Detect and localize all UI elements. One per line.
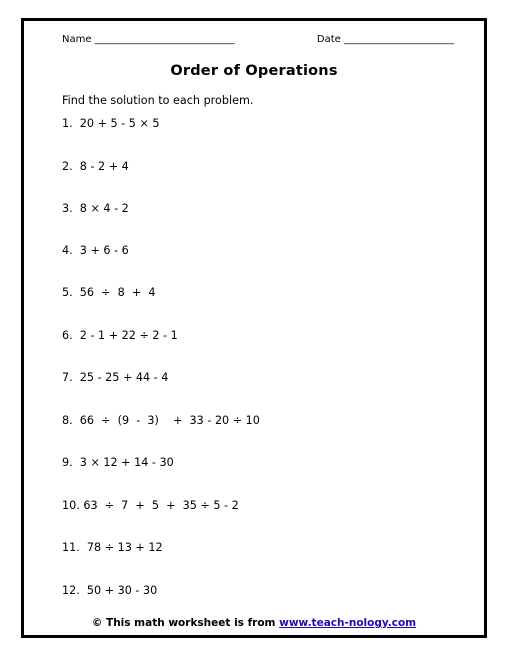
name-field: Name ____________________________: [62, 34, 235, 45]
problem-1: 1. 20 + 5 - 5 × 5: [62, 117, 160, 130]
problem-5: 5. 56 ÷ 8 + 4: [62, 286, 156, 299]
problem-9: 9. 3 × 12 + 14 - 30: [62, 456, 174, 469]
problem-11: 11. 78 ÷ 13 + 12: [62, 541, 163, 554]
problem-4: 4. 3 + 6 - 6: [62, 244, 129, 257]
footer-text: © This math worksheet is from: [91, 617, 280, 629]
problem-3: 3. 8 × 4 - 2: [62, 202, 129, 215]
page-title: Order of Operations: [170, 63, 338, 79]
worksheet: [21, 18, 487, 638]
problem-7: 7. 25 - 25 + 44 - 4: [62, 371, 169, 384]
problem-2: 2. 8 - 2 + 4: [62, 160, 129, 173]
footer-link[interactable]: www.teach-nology.com: [279, 617, 417, 629]
date-field: Date ______________________: [316, 34, 454, 45]
problem-12: 12. 50 + 30 - 30: [62, 584, 158, 597]
problem-6: 6. 2 - 1 + 22 ÷ 2 - 1: [62, 329, 178, 342]
instruction-text: Find the solution to each problem.: [62, 94, 254, 107]
header: [62, 34, 454, 45]
problem-8: 8. 66 ÷ (9 - 3) + 33 - 20 ÷ 10: [62, 414, 260, 427]
problem-10: 10. 63 ÷ 7 + 5 + 35 ÷ 5 - 2: [62, 499, 239, 512]
footer: [24, 617, 484, 629]
